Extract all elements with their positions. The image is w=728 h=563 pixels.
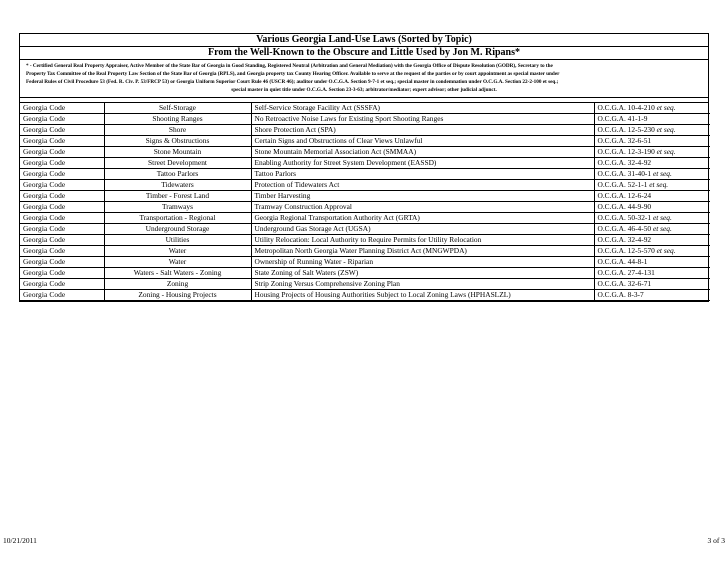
table-row <box>20 114 710 125</box>
source-cell: Georgia Code <box>20 136 104 147</box>
citation-cell <box>594 202 710 213</box>
law-name-cell: Metropolitan North Georgia Water Planning District Act (MNGWPDA) <box>251 246 594 257</box>
topic-cell: Self-Storage <box>104 103 251 114</box>
document-title: Various Georgia Land-Use Laws (Sorted by Topic) <box>20 34 708 47</box>
citation-text: O.C.G.A. 41-1-9 <box>597 114 648 123</box>
citation-cell <box>594 268 710 279</box>
table-row <box>20 246 710 257</box>
law-name-cell: Timber Harvesting <box>251 191 594 202</box>
law-name-cell: Stone Mountain Memorial Association Act (SMMAA) <box>251 147 594 158</box>
source-cell: Georgia Code <box>20 268 104 279</box>
laws-table <box>20 103 710 301</box>
et-seq-text: et seq. <box>656 125 676 134</box>
topic-cell: Water <box>104 257 251 268</box>
source-cell: Georgia Code <box>20 114 104 125</box>
citation-text: O.C.G.A. 12-5-570 <box>597 246 655 255</box>
et-seq-text: et seq. <box>649 180 669 189</box>
law-name-cell: Shore Protection Act (SPA) <box>251 125 594 136</box>
citation-text: O.C.G.A. 31-40-1 <box>597 169 652 178</box>
topic-cell: Timber - Forest Land <box>104 191 251 202</box>
table-row <box>20 213 710 224</box>
citation-cell <box>594 158 710 169</box>
law-name-cell: Housing Projects of Housing Authorities Subject to Local Zoning Laws (HPHASLZL) <box>251 290 594 301</box>
topic-cell: Zoning - Housing Projects <box>104 290 251 301</box>
citation-cell <box>594 180 710 191</box>
citation-cell <box>594 147 710 158</box>
citation-text: O.C.G.A. 32-4-92 <box>597 158 652 167</box>
author-note <box>20 60 708 98</box>
citation-text: O.C.G.A. 44-8-1 <box>597 257 648 266</box>
table-row <box>20 202 710 213</box>
citation-cell <box>594 290 710 301</box>
source-cell: Georgia Code <box>20 257 104 268</box>
citation-cell <box>594 279 710 290</box>
law-name-cell: Ownership of Running Water - Riparian <box>251 257 594 268</box>
citation-text: O.C.G.A. 32-4-92 <box>597 235 652 244</box>
source-cell: Georgia Code <box>20 213 104 224</box>
source-cell: Georgia Code <box>20 290 104 301</box>
citation-text: O.C.G.A. 46-4-50 <box>597 224 652 233</box>
citation-text: O.C.G.A. 52-1-1 <box>597 180 648 189</box>
citation-text: O.C.G.A. 12-5-230 <box>597 125 655 134</box>
topic-cell: Stone Mountain <box>104 147 251 158</box>
source-cell: Georgia Code <box>20 169 104 180</box>
table-row <box>20 257 710 268</box>
citation-cell <box>594 125 710 136</box>
table-row <box>20 158 710 169</box>
citation-cell <box>594 136 710 147</box>
topic-cell: Tidewaters <box>104 180 251 191</box>
law-name-cell: Certain Signs and Obstructions of Clear Views Unlawful <box>251 136 594 147</box>
citation-text: O.C.G.A. 32-6-71 <box>597 279 652 288</box>
source-cell: Georgia Code <box>20 147 104 158</box>
law-name-cell: Enabling Authority for Street System Development (EASSD) <box>251 158 594 169</box>
citation-text: O.C.G.A. 27-4-131 <box>597 268 655 277</box>
author-note-line: * - Certified General Real Property Appraiser, Active Member of the State Bar of Georgia in Good Standing, Registered Neutral (Arbitration and General Mediation) with the Georgia Office of Dispute Resolution (GODR), Secretary to the <box>26 63 553 69</box>
citation-cell <box>594 213 710 224</box>
topic-cell: Zoning <box>104 279 251 290</box>
table-row <box>20 235 710 246</box>
topic-cell: Street Development <box>104 158 251 169</box>
citation-cell <box>594 191 710 202</box>
et-seq-text: et seq. <box>656 246 676 255</box>
law-name-cell: Underground Gas Storage Act (UGSA) <box>251 224 594 235</box>
citation-cell <box>594 169 710 180</box>
author-note-line: special master in quiet title under O.C.G.A. Section 23-3-63; arbitrator/mediator; expert advisor; other judicial adjunct. <box>231 87 497 93</box>
topic-cell: Shooting Ranges <box>104 114 251 125</box>
citation-cell <box>594 235 710 246</box>
source-cell: Georgia Code <box>20 103 104 114</box>
table-row <box>20 147 710 158</box>
footer-date: 10/21/2011 <box>3 536 37 545</box>
citation-text: O.C.G.A. 8-3-7 <box>597 290 644 299</box>
et-seq-text: et seq. <box>652 213 672 222</box>
source-cell: Georgia Code <box>20 224 104 235</box>
table-row <box>20 125 710 136</box>
citation-text: O.C.G.A. 12-3-190 <box>597 147 655 156</box>
law-name-cell: Tattoo Parlors <box>251 169 594 180</box>
law-name-cell: Protection of Tidewaters Act <box>251 180 594 191</box>
table-row <box>20 279 710 290</box>
topic-cell: Water <box>104 246 251 257</box>
law-name-cell: State Zoning of Salt Waters (ZSW) <box>251 268 594 279</box>
source-cell: Georgia Code <box>20 125 104 136</box>
topic-cell: Underground Storage <box>104 224 251 235</box>
footer-page-number: 3 of 3 <box>707 536 725 545</box>
table-row <box>20 180 710 191</box>
citation-text: O.C.G.A. 44-9-90 <box>597 202 652 211</box>
table-row <box>20 268 710 279</box>
law-name-cell: Self-Service Storage Facility Act (SSSFA) <box>251 103 594 114</box>
citation-text: O.C.G.A. 12-6-24 <box>597 191 652 200</box>
et-seq-text: et seq. <box>652 169 672 178</box>
source-cell: Georgia Code <box>20 279 104 290</box>
et-seq-text: et seq. <box>656 103 676 112</box>
et-seq-text: et seq. <box>652 224 672 233</box>
topic-cell: Shore <box>104 125 251 136</box>
citation-cell <box>594 103 710 114</box>
law-name-cell: Strip Zoning Versus Comprehensive Zoning Plan <box>251 279 594 290</box>
document-sheet <box>19 33 709 302</box>
table-row <box>20 290 710 301</box>
citation-cell <box>594 114 710 125</box>
topic-cell: Tramways <box>104 202 251 213</box>
table-row <box>20 103 710 114</box>
topic-cell: Signs & Obstructions <box>104 136 251 147</box>
source-cell: Georgia Code <box>20 158 104 169</box>
citation-cell <box>594 246 710 257</box>
author-note-line: Federal Rules of Civil Procedure 53 (Fed. R. Civ. P. 53/FRCP 53) or Georgia Uniform Superior Court Rule 46 (USCR 46); auditor under O.C.G.A. Section 9-7-1 et seq.; special master in condemnation under O.C.G.A. Section 22-2-100 et seq.; <box>26 79 559 85</box>
author-note-line: Property Tax Committee of the Real Property Law Section of the State Bar of Georgia (RPLS), and Georgia property tax County Hearing Officer. Available to serve at the request of the parties or by court appointment as special master under <box>26 71 560 77</box>
table-row <box>20 169 710 180</box>
law-name-cell: Georgia Regional Transportation Authority Act (GRTA) <box>251 213 594 224</box>
source-cell: Georgia Code <box>20 202 104 213</box>
source-cell: Georgia Code <box>20 235 104 246</box>
citation-text: O.C.G.A. 50-32-1 <box>597 213 652 222</box>
citation-text: O.C.G.A. 32-6-51 <box>597 136 652 145</box>
source-cell: Georgia Code <box>20 180 104 191</box>
topic-cell: Tattoo Parlors <box>104 169 251 180</box>
source-cell: Georgia Code <box>20 246 104 257</box>
topic-cell: Transportation - Regional <box>104 213 251 224</box>
table-row <box>20 136 710 147</box>
citation-text: O.C.G.A. 10-4-210 <box>597 103 655 112</box>
document-subtitle: From the Well-Known to the Obscure and Little Used by Jon M. Ripans* <box>20 47 708 60</box>
table-row <box>20 191 710 202</box>
law-name-cell: Tramway Construction Approval <box>251 202 594 213</box>
citation-cell <box>594 224 710 235</box>
topic-cell: Waters - Salt Waters - Zoning <box>104 268 251 279</box>
table-row <box>20 224 710 235</box>
citation-cell <box>594 257 710 268</box>
law-name-cell: Utility Relocation: Local Authority to Require Permits for Utility Relocation <box>251 235 594 246</box>
law-name-cell: No Retroactive Noise Laws for Existing Sport Shooting Ranges <box>251 114 594 125</box>
et-seq-text: et seq. <box>656 147 676 156</box>
source-cell: Georgia Code <box>20 191 104 202</box>
topic-cell: Utilities <box>104 235 251 246</box>
